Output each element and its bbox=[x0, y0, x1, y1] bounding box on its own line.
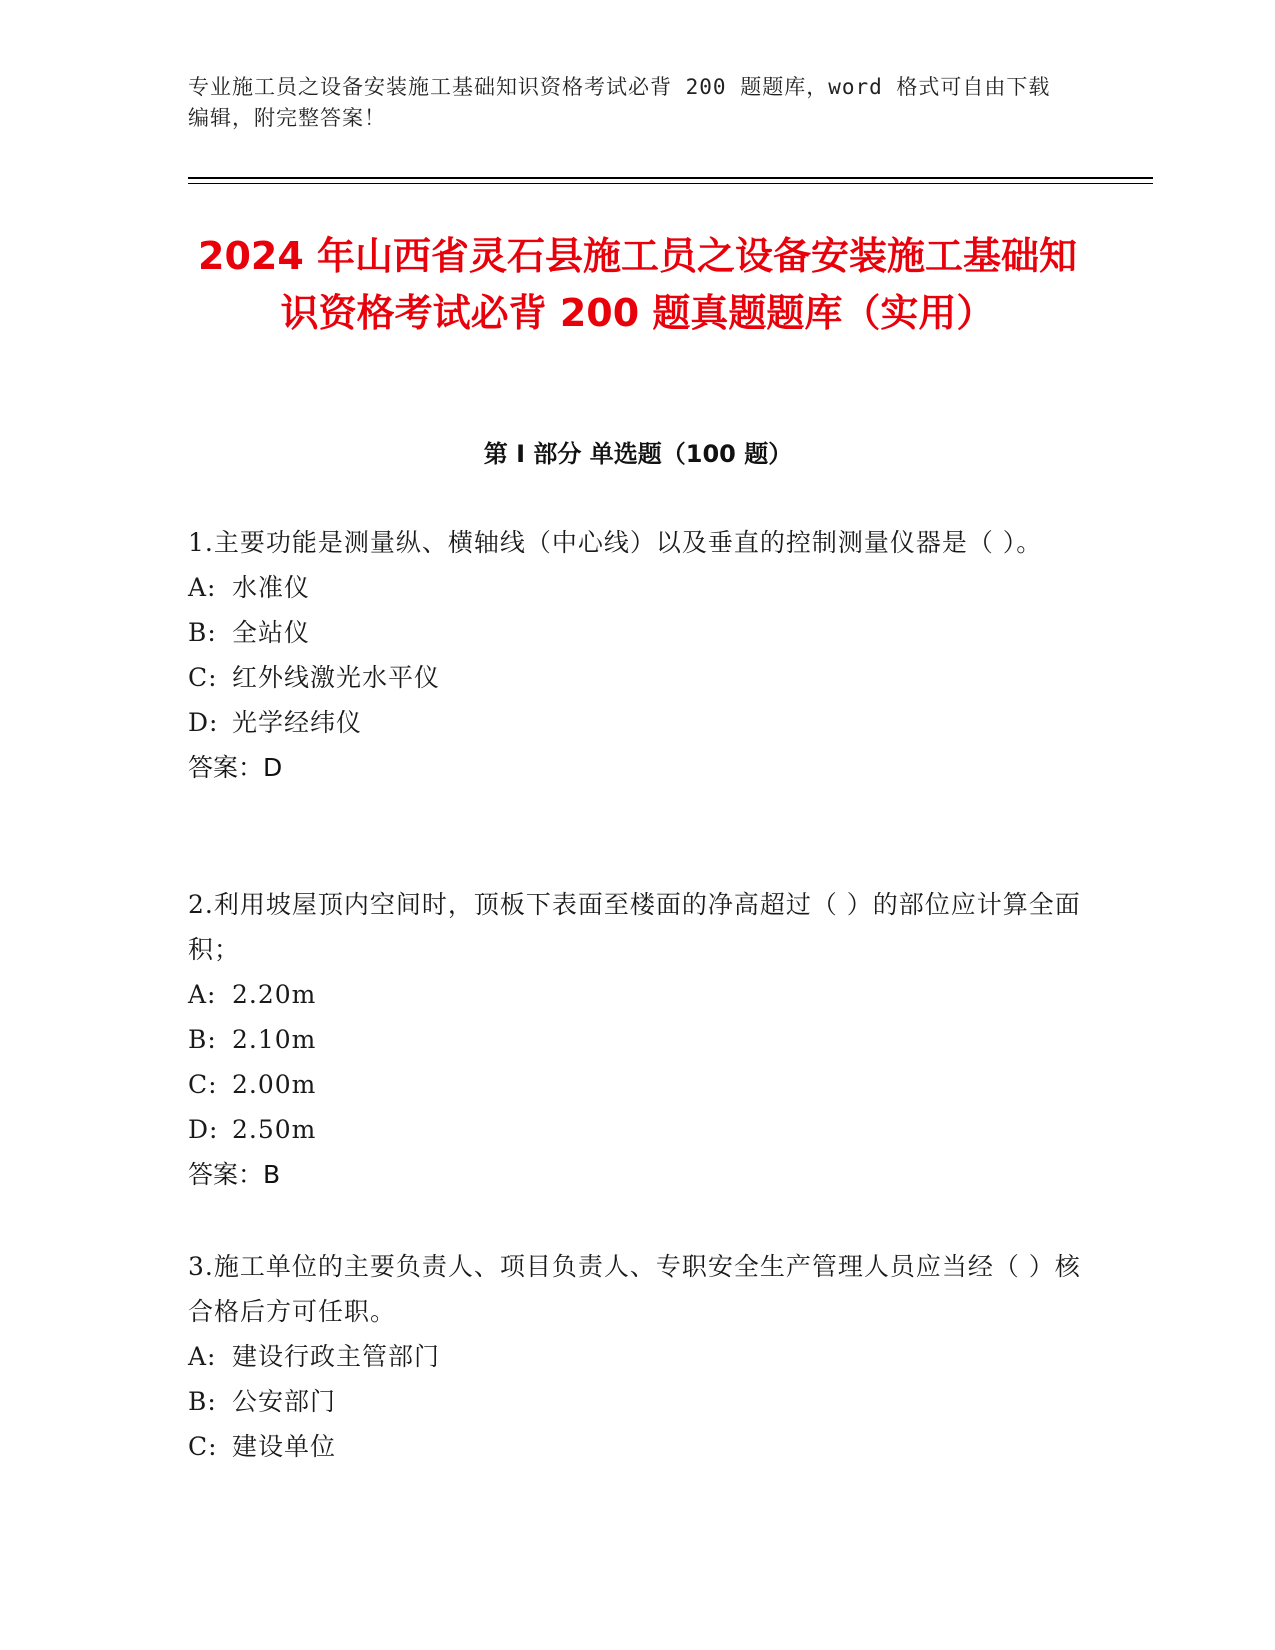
option-key: B: bbox=[188, 618, 217, 647]
option-text: 光学经纬仪 bbox=[232, 708, 363, 737]
option-key: C: bbox=[188, 1070, 218, 1099]
header-divider-thick bbox=[188, 177, 1153, 179]
option-key: B: bbox=[188, 1387, 217, 1416]
option-text: 公安部门 bbox=[232, 1387, 337, 1416]
question-option bbox=[188, 1334, 1093, 1379]
option-text: 2.20m bbox=[232, 980, 317, 1009]
option-text: 建设单位 bbox=[232, 1432, 337, 1461]
question-option bbox=[188, 1062, 1093, 1107]
question-stem: 3.施工单位的主要负责人、项目负责人、专职安全生产管理人员应当经（ ）核合格后方可任职。 bbox=[188, 1252, 1081, 1326]
option-key: D: bbox=[188, 708, 219, 737]
question-option bbox=[188, 1424, 1093, 1469]
question-option bbox=[188, 655, 1093, 700]
question-option bbox=[188, 1379, 1093, 1424]
option-key: A: bbox=[188, 573, 217, 602]
option-text: 红外线激光水平仪 bbox=[232, 663, 441, 692]
question-option bbox=[188, 700, 1093, 745]
option-key: D: bbox=[188, 1115, 219, 1144]
question-option bbox=[188, 610, 1093, 655]
question-option bbox=[188, 565, 1093, 610]
question-block bbox=[188, 1244, 1093, 1469]
question-answer: 答案：D bbox=[188, 753, 283, 782]
question-block bbox=[188, 882, 1093, 1197]
option-key: C: bbox=[188, 1432, 218, 1461]
option-text: 2.50m bbox=[232, 1115, 317, 1144]
question-stem: 1.主要功能是测量纵、横轴线（中心线）以及垂直的控制测量仪器是（ ）。 bbox=[188, 528, 1043, 557]
option-text: 2.00m bbox=[232, 1070, 317, 1099]
header-divider-thin bbox=[188, 183, 1153, 184]
option-text: 建设行政主管部门 bbox=[232, 1342, 441, 1371]
question-answer: 答案：B bbox=[188, 1160, 281, 1189]
header-note: 专业施工员之设备安装施工基础知识资格考试必背 200 题题库，word 格式可自由下载编辑，附完整答案！ bbox=[188, 75, 1051, 130]
section-title: 第 I 部分 单选题（100 题） bbox=[483, 440, 793, 468]
question-stem: 2.利用坡屋顶内空间时，顶板下表面至楼面的净高超过（ ）的部位应计算全面积； bbox=[188, 890, 1081, 964]
question-block bbox=[188, 520, 1093, 790]
option-text: 水准仪 bbox=[232, 573, 311, 602]
question-option bbox=[188, 1017, 1093, 1062]
option-key: A: bbox=[188, 980, 217, 1009]
question-option bbox=[188, 972, 1093, 1017]
option-key: A: bbox=[188, 1342, 217, 1371]
document-title: 2024 年山西省灵石县施工员之设备安装施工基础知识资格考试必背 200 题真题题库（实用） bbox=[198, 234, 1077, 335]
option-key: C: bbox=[188, 663, 218, 692]
option-key: B: bbox=[188, 1025, 217, 1054]
question-option bbox=[188, 1107, 1093, 1152]
option-text: 全站仪 bbox=[232, 618, 311, 647]
option-text: 2.10m bbox=[232, 1025, 317, 1054]
